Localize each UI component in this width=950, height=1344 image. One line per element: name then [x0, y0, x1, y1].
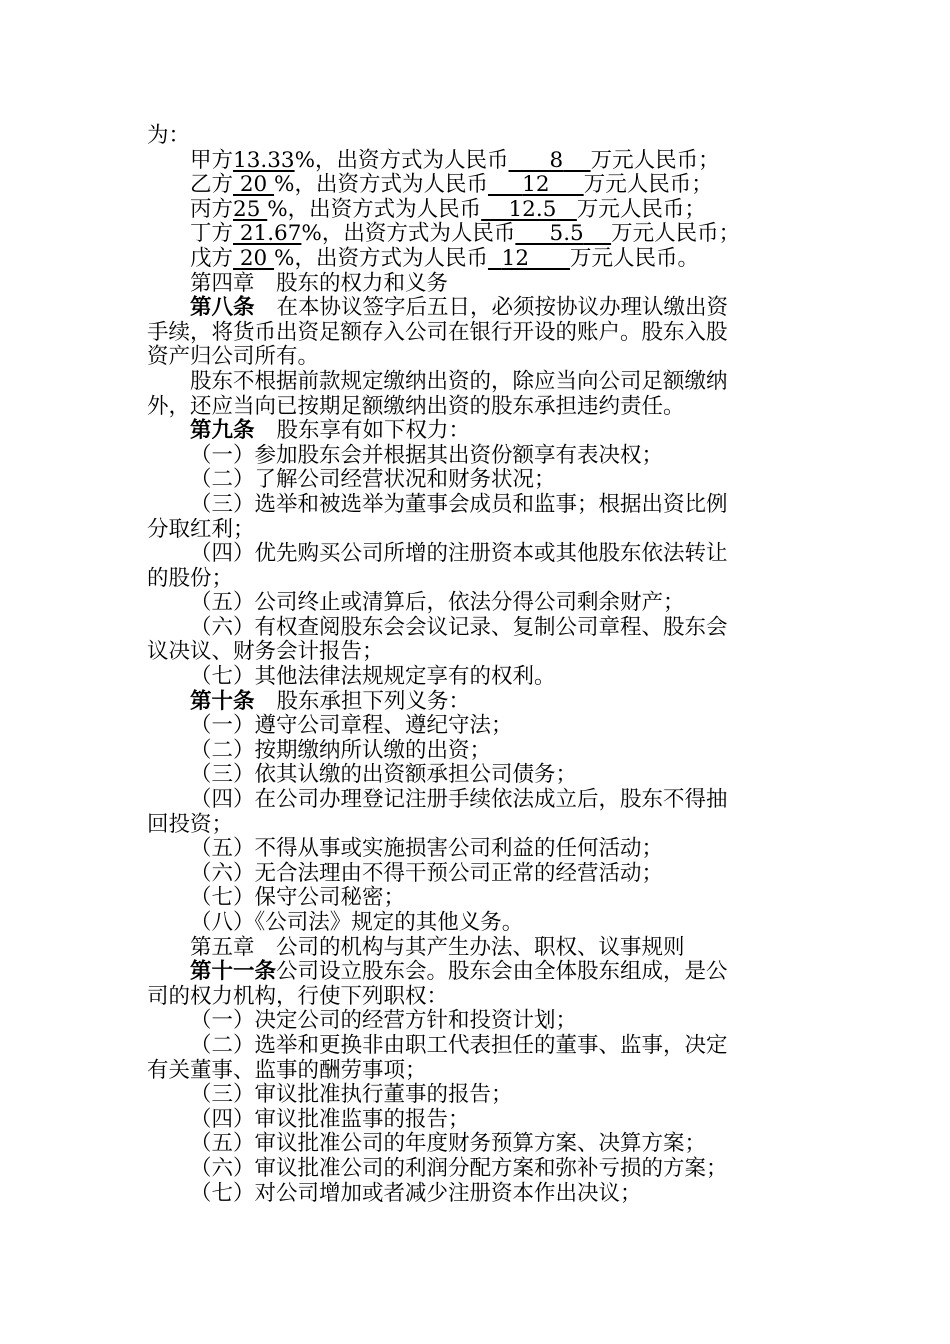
list-item: （七）其他法律法规规定享有的权利。	[190, 664, 556, 690]
list-item: （六）有权查阅股东会会议记录、复制公司章程、股东会	[190, 614, 728, 640]
shareholder-percent: 20	[233, 172, 275, 198]
article-9-label: 第九条	[190, 418, 255, 444]
list-item-cont: 的股份；	[147, 565, 234, 591]
list-item: （六）无合法理由不得干预公司正常的经营活动；	[190, 860, 664, 886]
text-line: 资产归公司所有。	[147, 344, 320, 370]
shareholder-amount: 12.5	[508, 196, 557, 222]
list-item: （二）按期缴纳所认缴的出资；	[190, 737, 492, 763]
list-item: （二）了解公司经营状况和财务状况；	[190, 467, 556, 493]
article-10-label: 第十条	[190, 688, 255, 714]
shareholder-line-ding: 丁方 21.67%，出资方式为人民币 5.5 万元人民币；	[190, 221, 741, 247]
shareholder-line-yi: 乙方 20 %，出资方式为人民币 12 万元人民币；	[190, 172, 713, 198]
list-item: （四）优先购买公司所增的注册资本或其他股东依法转让	[190, 541, 728, 567]
list-item: （一）遵守公司章程、遵纪守法；	[190, 713, 513, 739]
list-item: （五）公司终止或清算后，依法分得公司剩余财产；	[190, 590, 685, 616]
shareholder-line-bing: 丙方25 %，出资方式为人民币 12.5 万元人民币；	[190, 196, 706, 222]
shareholder-name: 丙方	[190, 196, 234, 222]
shareholder-percent: 13.33	[233, 147, 295, 173]
list-item: （八）《公司法》规定的其他义务。	[190, 910, 524, 935]
list-item-cont: 有关董事、监事的酬劳事项；	[147, 1057, 427, 1083]
shareholder-percent: 21.67	[233, 221, 302, 247]
shareholder-percent: 25	[233, 196, 268, 222]
list-item: （一）决定公司的经营方针和投资计划；	[190, 1008, 578, 1034]
article-9-line: 第九条 股东享有如下权力：	[190, 418, 471, 444]
list-item: （七）保守公司秘密；	[190, 885, 406, 911]
shareholder-name: 乙方	[190, 172, 234, 198]
text-line: 手续，将货币出资足额存入公司在银行开设的账户。股东入股	[147, 319, 728, 345]
text-line: 外，还应当向已按期足额缴纳出资的股东承担违约责任。	[147, 393, 685, 419]
text-line: 为：	[147, 123, 191, 148]
list-item: （三）依其认缴的出资额承担公司债务；	[190, 762, 578, 788]
article-8-label: 第八条	[190, 295, 255, 321]
list-item: （五）不得从事或实施损害公司利益的任何活动；	[190, 836, 664, 862]
list-item: （二）选举和更换非由职工代表担任的董事、监事，决定	[190, 1032, 728, 1058]
chapter-4-title: 第四章 股东的权力和义务	[190, 270, 449, 296]
shareholder-name: 丁方	[190, 221, 234, 247]
list-item-cont: 议决议、财务会计报告；	[147, 639, 384, 665]
list-item: （七）对公司增加或者减少注册资本作出决议；	[190, 1180, 642, 1206]
text-line: 股东不根据前款规定缴纳出资的，除应当向公司足额缴纳	[190, 368, 728, 394]
shareholder-amount: 12	[522, 172, 550, 198]
article-11-line: 第十一条公司设立股东会。股东会由全体股东组成，是公	[190, 959, 728, 985]
list-item: （五）审议批准公司的年度财务预算方案、决算方案；	[190, 1131, 707, 1157]
list-item: （四）审议批准监事的报告；	[190, 1106, 470, 1132]
list-item: （四）在公司办理登记注册手续依法成立后，股东不得抽	[190, 787, 728, 813]
list-item-cont: 分取红利；	[147, 516, 255, 542]
text-line: 司的权力机构，行使下列职权：	[147, 983, 449, 1009]
shareholder-line-jia: 甲方13.33%，出资方式为人民币 8 万元人民币；	[190, 147, 720, 173]
shareholder-amount: 12	[501, 245, 530, 271]
shareholder-percent: 20	[233, 245, 275, 271]
list-item: （三）审议批准执行董事的报告；	[190, 1082, 513, 1108]
shareholder-amount: 5.5	[549, 221, 584, 247]
list-item: （三）选举和被选举为董事会成员和监事；根据出资比例	[190, 491, 728, 517]
list-item-cont: 回投资；	[147, 811, 234, 837]
article-11-label: 第十一条	[190, 959, 277, 985]
shareholder-name: 戊方	[190, 245, 234, 271]
document-page	[147, 124, 807, 1206]
list-item: （六）审议批准公司的利润分配方案和弥补亏损的方案；	[190, 1155, 728, 1181]
chapter-5-title: 第五章 公司的机构与其产生办法、职权、议事规则	[190, 934, 685, 960]
article-8-line: 第八条 在本协议签字后五日，必须按协议办理认缴出资	[190, 295, 729, 321]
shareholder-line-wu: 戊方 20 %，出资方式为人民币 12 万元人民币。	[190, 245, 700, 271]
shareholder-name: 甲方	[190, 147, 234, 173]
shareholder-amount: 8	[549, 147, 564, 173]
list-item: （一）参加股东会并根据其出资份额享有表决权；	[190, 442, 664, 468]
article-10-line: 第十条 股东承担下列义务：	[190, 688, 471, 714]
